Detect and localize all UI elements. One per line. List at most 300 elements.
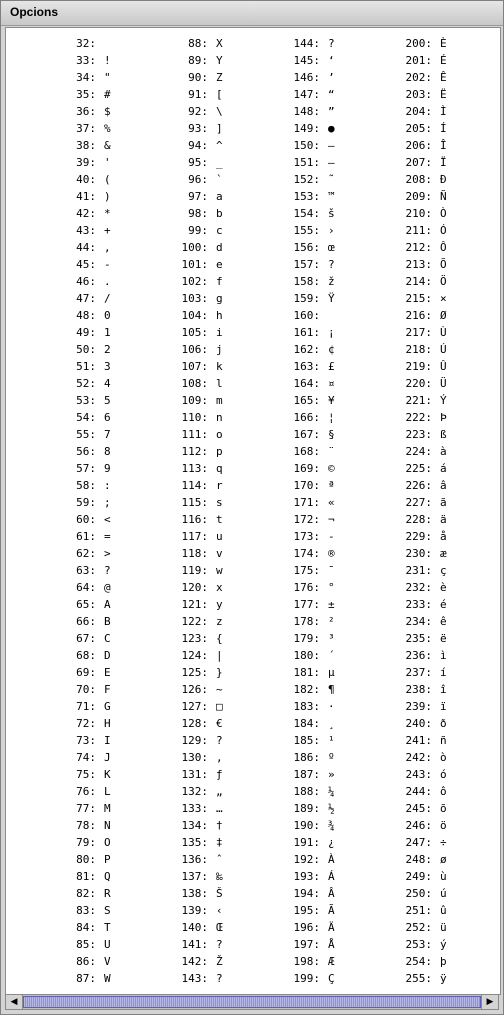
char-code: 187: (293, 768, 320, 781)
char-code: 180: (293, 649, 320, 662)
char-code: 37: (76, 122, 96, 135)
char-glyph: e (216, 258, 223, 271)
char-glyph: ¸ (328, 717, 335, 730)
char-row (38, 154, 150, 171)
char-code: 196: (293, 921, 320, 934)
char-row (262, 647, 374, 664)
char-glyph: Ä (328, 921, 335, 934)
char-code: 64: (76, 581, 96, 594)
char-code: 73: (76, 734, 96, 747)
char-row (374, 834, 486, 851)
char-code: 179: (293, 632, 320, 645)
char-code: 238: (405, 683, 432, 696)
char-glyph: 6 (104, 411, 111, 424)
char-glyph: & (104, 139, 111, 152)
char-row (374, 817, 486, 834)
char-row (150, 528, 262, 545)
char-code: 242: (405, 751, 432, 764)
char-glyph: Ù (440, 326, 447, 339)
char-code: 65: (76, 598, 96, 611)
char-column (262, 35, 374, 987)
scroll-left-button[interactable] (6, 995, 23, 1009)
char-code: 183: (293, 700, 320, 713)
char-row (374, 137, 486, 154)
char-code: 221: (405, 394, 432, 407)
char-row (38, 222, 150, 239)
char-row (262, 460, 374, 477)
char-code: 94: (188, 139, 208, 152)
char-glyph: E (104, 666, 111, 679)
char-row (262, 919, 374, 936)
char-code: 177: (293, 598, 320, 611)
char-glyph: › (328, 224, 335, 237)
char-row (374, 188, 486, 205)
char-row (150, 647, 262, 664)
char-row (262, 86, 374, 103)
scroll-right-button[interactable] (481, 995, 498, 1009)
char-glyph: ‚ (216, 751, 223, 764)
char-code: 135: (181, 836, 208, 849)
char-glyph: = (104, 530, 111, 543)
char-glyph: 2 (104, 343, 111, 356)
char-code: 124: (181, 649, 208, 662)
char-glyph: Ü (440, 377, 447, 390)
char-row (38, 647, 150, 664)
char-code: 78: (76, 819, 96, 832)
char-glyph: H (104, 717, 111, 730)
char-code: 247: (405, 836, 432, 849)
char-code: 228: (405, 513, 432, 526)
char-row (38, 834, 150, 851)
char-glyph: : (104, 479, 111, 492)
char-row (374, 783, 486, 800)
char-glyph: g (216, 292, 223, 305)
char-row (150, 239, 262, 256)
char-glyph: 0 (104, 309, 111, 322)
char-row (374, 290, 486, 307)
char-row (150, 358, 262, 375)
char-code: 163: (293, 360, 320, 373)
char-glyph: ç (440, 564, 447, 577)
char-row (262, 766, 374, 783)
char-code: 148: (293, 105, 320, 118)
char-row (374, 256, 486, 273)
char-glyph: Ø (440, 309, 447, 322)
char-code: 237: (405, 666, 432, 679)
char-code: 82: (76, 887, 96, 900)
char-code: 200: (405, 37, 432, 50)
char-glyph: Ò (440, 207, 447, 220)
char-glyph: Á (328, 870, 335, 883)
char-code: 98: (188, 207, 208, 220)
scroll-thumb[interactable] (23, 996, 481, 1008)
char-code: 236: (405, 649, 432, 662)
char-row (38, 341, 150, 358)
char-glyph: w (216, 564, 223, 577)
char-glyph: b (216, 207, 223, 220)
char-row (262, 936, 374, 953)
char-code: 227: (405, 496, 432, 509)
char-glyph: Ö (440, 275, 447, 288)
char-row (38, 205, 150, 222)
horizontal-scrollbar[interactable] (5, 994, 499, 1010)
char-row (262, 392, 374, 409)
char-row (262, 817, 374, 834)
char-code: 100: (181, 241, 208, 254)
char-code: 132: (181, 785, 208, 798)
char-glyph: ® (328, 547, 335, 560)
char-code: 108: (181, 377, 208, 390)
char-glyph: U (104, 938, 111, 951)
char-row (374, 86, 486, 103)
char-code: 182: (293, 683, 320, 696)
char-code: 190: (293, 819, 320, 832)
char-code: 105: (181, 326, 208, 339)
char-glyph: G (104, 700, 111, 713)
char-glyph: ì (440, 649, 447, 662)
char-code: 154: (293, 207, 320, 220)
char-code: 158: (293, 275, 320, 288)
char-row (262, 273, 374, 290)
char-row (150, 375, 262, 392)
char-code: 57: (76, 462, 96, 475)
char-glyph: 1 (104, 326, 111, 339)
char-code: 134: (181, 819, 208, 832)
char-code: 142: (181, 955, 208, 968)
char-code: 223: (405, 428, 432, 441)
char-row (150, 732, 262, 749)
char-row (374, 171, 486, 188)
char-glyph: ´ (328, 649, 335, 662)
char-code: 54: (76, 411, 96, 424)
char-glyph: ? (216, 972, 223, 985)
char-row (38, 477, 150, 494)
char-glyph: { (216, 632, 223, 645)
char-glyph: - (104, 258, 111, 271)
char-row (38, 715, 150, 732)
char-glyph: - (328, 530, 335, 543)
char-row (374, 868, 486, 885)
char-glyph: " (104, 71, 111, 84)
char-glyph: [ (216, 88, 223, 101)
char-glyph: ï (440, 700, 447, 713)
char-glyph: Œ (216, 921, 223, 934)
char-code: 225: (405, 462, 432, 475)
char-code: 207: (405, 156, 432, 169)
char-row (150, 137, 262, 154)
char-code: 152: (293, 173, 320, 186)
char-row (150, 273, 262, 290)
char-code: 194: (293, 887, 320, 900)
char-code: 249: (405, 870, 432, 883)
char-code: 211: (405, 224, 432, 237)
char-glyph: í (440, 666, 447, 679)
char-glyph: P (104, 853, 111, 866)
char-code: 126: (181, 683, 208, 696)
char-row (262, 511, 374, 528)
char-glyph: ~ (216, 683, 223, 696)
char-code: 90: (188, 71, 208, 84)
char-glyph: Æ (328, 955, 335, 968)
char-glyph: ë (440, 632, 447, 645)
char-row (262, 426, 374, 443)
char-glyph: þ (440, 955, 447, 968)
char-code: 145: (293, 54, 320, 67)
char-row (262, 630, 374, 647)
char-glyph: ñ (440, 734, 447, 747)
char-row (374, 698, 486, 715)
char-row (38, 698, 150, 715)
char-code: 210: (405, 207, 432, 220)
char-glyph: ð (440, 717, 447, 730)
char-row (262, 341, 374, 358)
char-code: 49: (76, 326, 96, 339)
char-row (374, 562, 486, 579)
char-code: 40: (76, 173, 96, 186)
char-code: 125: (181, 666, 208, 679)
char-row (374, 528, 486, 545)
char-code: 46: (76, 275, 96, 288)
char-code: 139: (181, 904, 208, 917)
char-glyph: õ (440, 802, 447, 815)
char-code: 140: (181, 921, 208, 934)
char-code: 240: (405, 717, 432, 730)
char-code: 161: (293, 326, 320, 339)
char-glyph: ? (216, 734, 223, 747)
char-glyph: º (328, 751, 335, 764)
char-code: 118: (181, 547, 208, 560)
char-row (374, 426, 486, 443)
char-code: 76: (76, 785, 96, 798)
char-row (150, 392, 262, 409)
char-code: 168: (293, 445, 320, 458)
char-code: 83: (76, 904, 96, 917)
char-glyph: l (216, 377, 223, 390)
char-glyph: ƒ (216, 768, 223, 781)
char-glyph: \ (216, 105, 223, 118)
char-row (374, 545, 486, 562)
char-row (374, 766, 486, 783)
char-code: 157: (293, 258, 320, 271)
char-row (38, 324, 150, 341)
char-row (150, 324, 262, 341)
char-glyph: y (216, 598, 223, 611)
char-glyph: Ñ (440, 190, 447, 203)
char-glyph: ' (104, 156, 111, 169)
char-row (262, 205, 374, 222)
char-code: 131: (181, 768, 208, 781)
char-glyph: , (104, 241, 111, 254)
char-code: 72: (76, 717, 96, 730)
char-glyph: ž (328, 275, 335, 288)
char-row (374, 715, 486, 732)
char-code: 107: (181, 360, 208, 373)
char-code: 95: (188, 156, 208, 169)
char-row (150, 902, 262, 919)
char-row (262, 732, 374, 749)
char-row (262, 970, 374, 987)
char-glyph: ¦ (328, 411, 335, 424)
char-code: 188: (293, 785, 320, 798)
char-code: 32: (76, 37, 96, 50)
char-glyph: â (440, 479, 447, 492)
char-code: 96: (188, 173, 208, 186)
char-glyph: R (104, 887, 111, 900)
char-code: 199: (293, 972, 320, 985)
char-row (38, 188, 150, 205)
char-row (38, 902, 150, 919)
char-row (150, 664, 262, 681)
char-glyph: ^ (216, 139, 223, 152)
char-glyph: ú (440, 887, 447, 900)
char-row (150, 52, 262, 69)
char-row (374, 800, 486, 817)
char-glyph: Š (216, 887, 223, 900)
char-glyph: ? (328, 37, 335, 50)
char-row (150, 749, 262, 766)
char-code: 130: (181, 751, 208, 764)
char-code: 136: (181, 853, 208, 866)
char-row (374, 460, 486, 477)
char-glyph: Þ (440, 411, 447, 424)
char-code: 203: (405, 88, 432, 101)
char-row (150, 256, 262, 273)
char-row (38, 817, 150, 834)
char-code: 119: (181, 564, 208, 577)
char-glyph: @ (104, 581, 111, 594)
char-row (150, 171, 262, 188)
char-row (262, 579, 374, 596)
char-row (150, 290, 262, 307)
char-glyph: ¶ (328, 683, 335, 696)
char-code: 208: (405, 173, 432, 186)
char-row (38, 460, 150, 477)
char-glyph: Ì (440, 105, 447, 118)
char-glyph: á (440, 462, 447, 475)
window-title: Opcions (10, 5, 59, 19)
char-code: 255: (405, 972, 432, 985)
char-code: 80: (76, 853, 96, 866)
char-glyph: å (440, 530, 447, 543)
char-row (374, 596, 486, 613)
char-code: 128: (181, 717, 208, 730)
char-glyph: ¼ (328, 785, 335, 798)
char-glyph: m (216, 394, 223, 407)
char-row (38, 443, 150, 460)
char-row (150, 494, 262, 511)
char-row (150, 953, 262, 970)
char-code: 218: (405, 343, 432, 356)
char-glyph: ˆ (216, 853, 223, 866)
char-row (262, 953, 374, 970)
title-bar[interactable] (1, 1, 503, 26)
char-code: 50: (76, 343, 96, 356)
char-glyph: a (216, 190, 223, 203)
char-glyph (96, 35, 134, 52)
char-row (38, 783, 150, 800)
char-table (5, 27, 501, 995)
char-code: 44: (76, 241, 96, 254)
char-code: 173: (293, 530, 320, 543)
char-row (150, 936, 262, 953)
char-glyph: | (216, 649, 223, 662)
char-glyph: ü (440, 921, 447, 934)
char-column (374, 35, 486, 987)
char-row (38, 545, 150, 562)
char-glyph: ! (104, 54, 111, 67)
char-glyph: ‡ (216, 836, 223, 849)
char-glyph: 9 (104, 462, 111, 475)
char-glyph: ) (104, 190, 111, 203)
char-code: 178: (293, 615, 320, 628)
char-glyph: ¢ (328, 343, 335, 356)
char-code: 87: (76, 972, 96, 985)
char-glyph: ö (440, 819, 447, 832)
char-glyph: d (216, 241, 223, 254)
char-row (38, 885, 150, 902)
char-glyph: ª (328, 479, 335, 492)
char-row (38, 273, 150, 290)
char-row (150, 205, 262, 222)
char-glyph: · (328, 700, 335, 713)
char-code: 116: (181, 513, 208, 526)
char-glyph: ¿ (328, 836, 335, 849)
char-code: 33: (76, 54, 96, 67)
char-row (38, 851, 150, 868)
char-code: 245: (405, 802, 432, 815)
char-row (262, 800, 374, 817)
char-row (150, 851, 262, 868)
char-code: 235: (405, 632, 432, 645)
char-row (374, 341, 486, 358)
char-glyph: ý (440, 938, 447, 951)
char-row (374, 511, 486, 528)
char-glyph: o (216, 428, 223, 441)
char-glyph: Ó (440, 224, 447, 237)
char-row (262, 35, 374, 52)
char-glyph: – (328, 139, 335, 152)
char-glyph: 3 (104, 360, 111, 373)
char-code: 47: (76, 292, 96, 305)
char-glyph: M (104, 802, 111, 815)
char-code: 138: (181, 887, 208, 900)
char-glyph: ó (440, 768, 447, 781)
char-row (374, 902, 486, 919)
char-glyph: k (216, 360, 223, 373)
char-row (262, 494, 374, 511)
char-glyph: n (216, 411, 223, 424)
char-row (150, 443, 262, 460)
char-glyph: È (440, 37, 447, 50)
char-code: 231: (405, 564, 432, 577)
char-glyph: “ (328, 88, 335, 101)
char-code: 103: (181, 292, 208, 305)
char-code: 213: (405, 258, 432, 271)
char-row (150, 970, 262, 987)
char-row (38, 375, 150, 392)
char-glyph: Z (216, 71, 223, 84)
char-code: 189: (293, 802, 320, 815)
char-glyph: z (216, 615, 223, 628)
char-glyph: c (216, 224, 223, 237)
char-row (374, 35, 486, 52)
char-glyph: Y (216, 54, 223, 67)
char-row (150, 715, 262, 732)
char-row (262, 103, 374, 120)
char-row (150, 120, 262, 137)
char-glyph: À (328, 853, 335, 866)
char-code: 224: (405, 445, 432, 458)
